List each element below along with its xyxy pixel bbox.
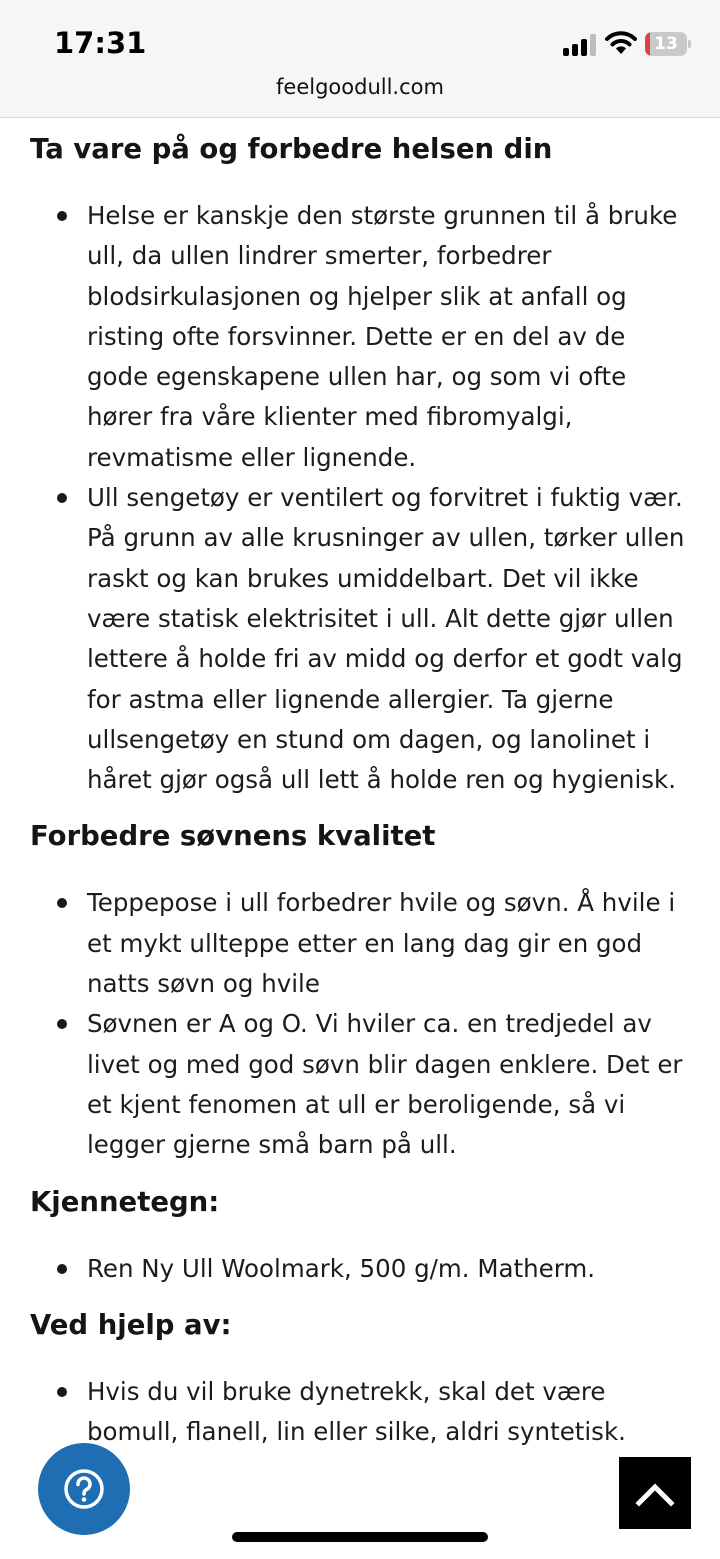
status-bar: [0, 0, 720, 118]
home-indicator[interactable]: [232, 1532, 488, 1542]
bullet-list: [30, 1249, 690, 1289]
battery-percentage: 13: [654, 34, 678, 54]
section-heading: Kjennetegn:: [30, 1185, 220, 1218]
list-item: Ren Ny Ull Woolmark, 500 g/m. Matherm.: [30, 1249, 690, 1289]
question-mark-icon: [63, 1468, 105, 1510]
scroll-to-top-button[interactable]: [619, 1457, 691, 1529]
list-item: Søvnen er A og O. Vi hviler ca. en tredjedel av livet og med god søvn blir dagen enklere. Det er et kjent fenomen at ull er beroligende, så vi legger gjerne små barn på ull.: [30, 1004, 690, 1165]
bullet-list: [30, 196, 690, 800]
list-item: Hvis du vil bruke dynetrekk, skal det være bomull, flanell, lin eller silke, aldri syntetisk.: [30, 1372, 690, 1453]
list-item: Ull sengetøy er ventilert og forvitret i fuktig vær. På grunn av alle krusninger av ullen, tørker ullen raskt og kan brukes umiddelbart. Det vil ikke være statisk elektrisitet i ull. Alt dette gjør ullen lettere å holde fri av midd og derfor et godt valg for astma eller lignende allergier. Ta gjerne ullsengetøy en stund om dagen, og lanolinet i håret gjør også ull lett å holde ren og hygienisk.: [30, 478, 690, 800]
battery-icon: [645, 32, 691, 56]
help-button[interactable]: [38, 1443, 130, 1535]
wifi-icon: [605, 31, 637, 55]
article-content: [30, 125, 690, 1452]
list-item: Helse er kanskje den største grunnen til å bruke ull, da ullen lindrer smerter, forbedrer blodsirkulasjonen og hjelper slik at anfall og risting ofte forsvinner. Dette er en del av de gode egenskapene ullen har, og som vi ofte hører fra våre klienter med fibromyalgi, revmatisme eller lignende.: [30, 196, 690, 478]
cellular-signal-icon: [563, 34, 599, 56]
section-heading: Ved hjelp av:: [30, 1308, 232, 1341]
address-bar-url[interactable]: feelgoodull.com: [276, 75, 444, 99]
bullet-list: [30, 1372, 690, 1453]
section-heading: Forbedre søvnens kvalitet: [30, 820, 436, 853]
chevron-up-icon: [635, 1479, 675, 1507]
status-time: 17:31: [54, 26, 147, 60]
section-heading: Ta vare på og forbedre helsen din: [30, 133, 553, 165]
list-item: Teppepose i ull forbedrer hvile og søvn. Å hvile i et mykt ullteppe etter en lang dag gir en god natts søvn og hvile: [30, 883, 690, 1004]
bullet-list: [30, 883, 690, 1165]
